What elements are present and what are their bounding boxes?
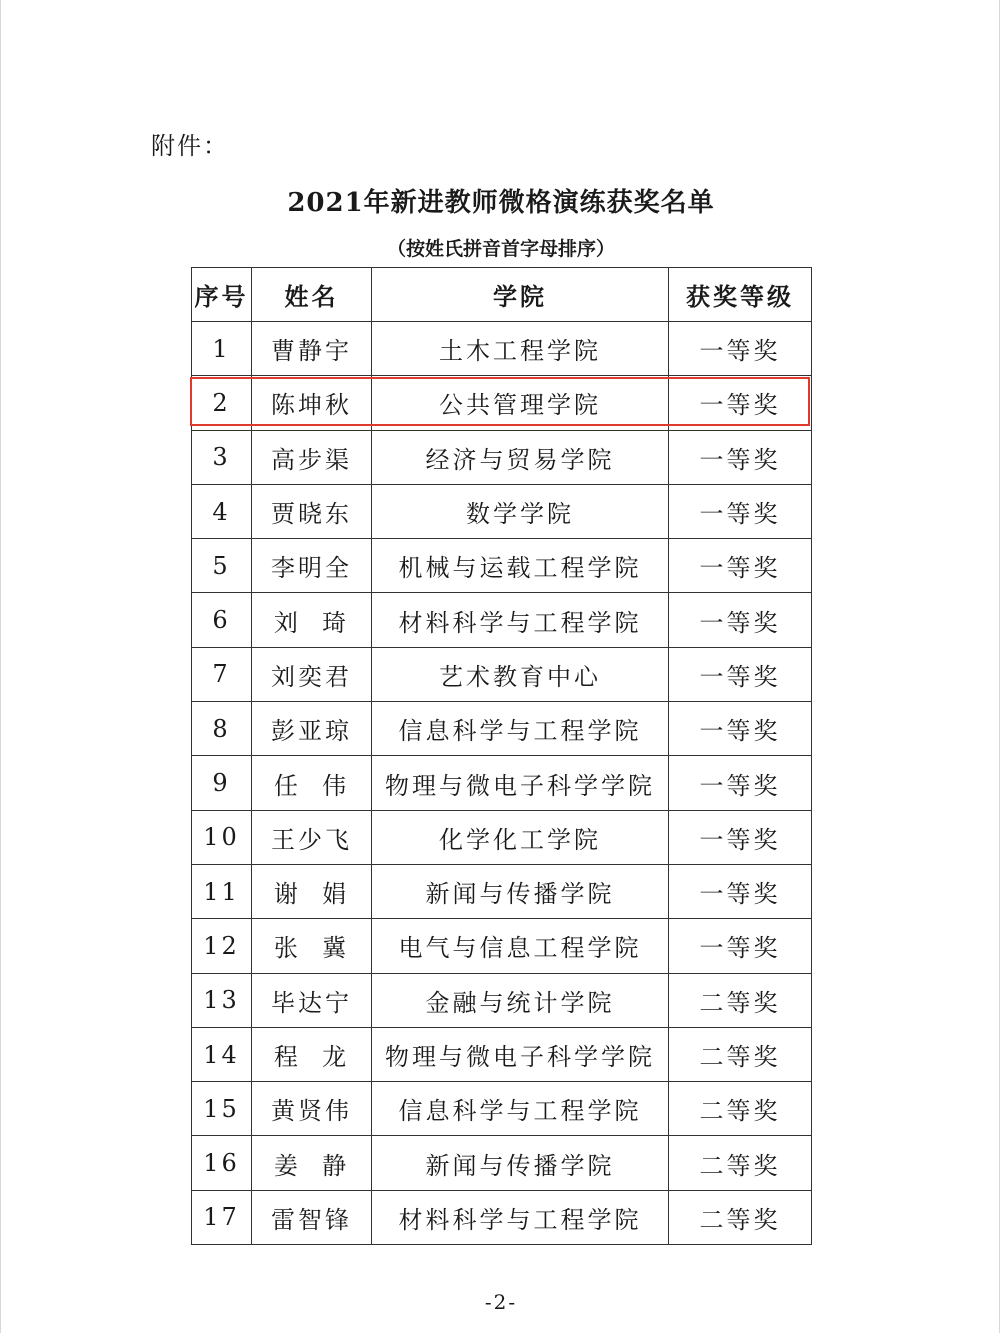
row-award-level: 一等奖 [669,919,812,973]
row-name: 曹静宇 [252,322,372,376]
row-award-level: 一等奖 [669,322,812,376]
header-level: 获奖等级 [669,268,812,322]
row-name: 黄贤伟 [252,1082,372,1136]
table-row [192,376,812,430]
row-college: 材料科学与工程学院 [372,1190,669,1244]
row-name: 姜 静 [252,1136,372,1190]
header-college: 学院 [372,268,669,322]
row-number: 13 [192,973,252,1027]
row-name: 毕达宁 [252,973,372,1027]
row-name: 李明全 [252,539,372,593]
row-college: 化学化工学院 [372,810,669,864]
row-number: 16 [192,1136,252,1190]
row-number: 2 [192,376,252,430]
row-college: 公共管理学院 [372,376,669,430]
row-number: 5 [192,539,252,593]
row-award-level: 一等奖 [669,484,812,538]
row-number: 15 [192,1082,252,1136]
table-row [192,1190,812,1244]
row-name: 任 伟 [252,756,372,810]
row-award-level: 一等奖 [669,593,812,647]
row-name: 陈坤秋 [252,376,372,430]
row-award-level: 一等奖 [669,647,812,701]
row-name: 刘 琦 [252,593,372,647]
row-number: 3 [192,430,252,484]
row-number: 7 [192,647,252,701]
table-body [192,322,812,1245]
table-row [192,810,812,864]
row-award-level: 一等奖 [669,539,812,593]
header-no: 序号 [192,268,252,322]
row-award-level: 二等奖 [669,1136,812,1190]
row-name: 王少飞 [252,810,372,864]
row-college: 电气与信息工程学院 [372,919,669,973]
row-name: 刘奕君 [252,647,372,701]
row-college: 土木工程学院 [372,322,669,376]
row-award-level: 一等奖 [669,376,812,430]
table-row [192,484,812,538]
page-number: -2- [484,1290,518,1314]
row-name: 雷智锋 [252,1190,372,1244]
row-number: 12 [192,919,252,973]
table-row [192,593,812,647]
table-row [192,864,812,918]
row-college: 经济与贸易学院 [372,430,669,484]
document-subtitle: （按姓氏拼音首字母排序） [386,238,615,260]
row-award-level: 二等奖 [669,1027,812,1081]
row-college: 信息科学与工程学院 [372,1082,669,1136]
row-college: 物理与微电子科学学院 [372,756,669,810]
table-header-row [192,268,812,322]
row-award-level: 二等奖 [669,1190,812,1244]
table-row [192,702,812,756]
row-award-level: 一等奖 [669,430,812,484]
table-row [192,647,812,701]
row-name: 高步渠 [252,430,372,484]
row-college: 数学学院 [372,484,669,538]
row-number: 4 [192,484,252,538]
table-row [192,430,812,484]
table-row [192,756,812,810]
table-row [192,1027,812,1081]
header-name: 姓名 [252,268,372,322]
table-row [192,322,812,376]
row-number: 11 [192,864,252,918]
attachment-label: 附件： [151,132,229,160]
award-table [191,267,812,1245]
row-college: 艺术教育中心 [372,647,669,701]
table-row [192,973,812,1027]
row-award-level: 一等奖 [669,702,812,756]
row-award-level: 二等奖 [669,973,812,1027]
row-number: 10 [192,810,252,864]
row-name: 张 冀 [252,919,372,973]
row-number: 9 [192,756,252,810]
row-college: 物理与微电子科学学院 [372,1027,669,1081]
row-college: 信息科学与工程学院 [372,702,669,756]
row-award-level: 二等奖 [669,1082,812,1136]
table-row [192,919,812,973]
row-college: 新闻与传播学院 [372,864,669,918]
row-name: 谢 娟 [252,864,372,918]
row-college: 机械与运载工程学院 [372,539,669,593]
table-row [192,539,812,593]
row-number: 1 [192,322,252,376]
row-award-level: 一等奖 [669,864,812,918]
row-college: 材料科学与工程学院 [372,593,669,647]
row-name: 贾晓东 [252,484,372,538]
table-row [192,1082,812,1136]
row-name: 彭亚琼 [252,702,372,756]
table-row [192,1136,812,1190]
row-college: 金融与统计学院 [372,973,669,1027]
row-award-level: 一等奖 [669,810,812,864]
row-name: 程 龙 [252,1027,372,1081]
row-number: 14 [192,1027,252,1081]
row-number: 17 [192,1190,252,1244]
document-title: 2021年新进教师微格演练获奖名单 [287,188,715,218]
row-number: 6 [192,593,252,647]
row-number: 8 [192,702,252,756]
row-college: 新闻与传播学院 [372,1136,669,1190]
row-award-level: 一等奖 [669,756,812,810]
